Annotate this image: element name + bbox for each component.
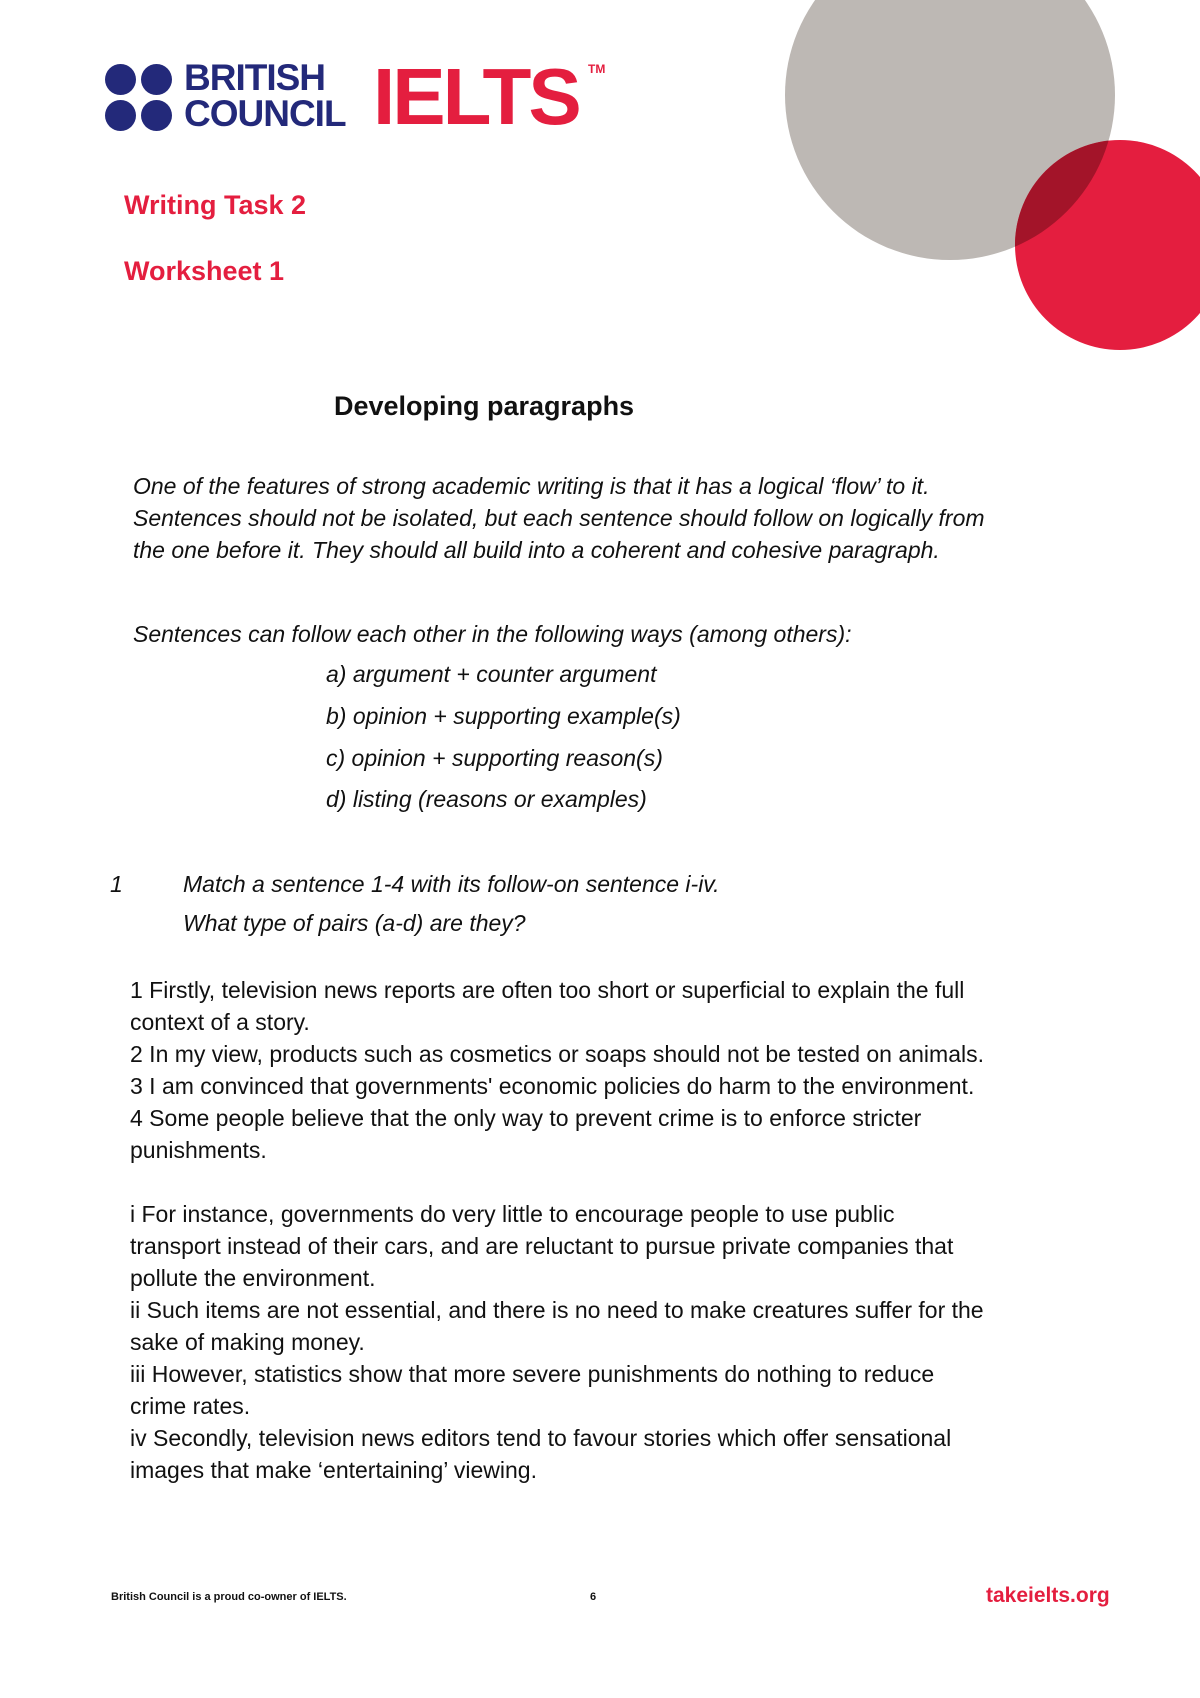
ielts-wordmark: IELTS [373,52,579,141]
page-number: 6 [590,1591,597,1603]
ways-item: b) opinion + supporting example(s) [326,703,681,729]
followon-line: crime rates. [130,1393,251,1419]
followon-list [130,1198,984,1486]
ways-item: d) listing (reasons or examples) [326,786,647,812]
footer-note: British Council is a proud co-owner of IELTS. [111,1591,347,1603]
ways-item: a) argument + counter argument [326,661,657,687]
intro-line: the one before it. They should all build into a coherent and cohesive paragraph. [133,537,940,563]
ways-intro: Sentences can follow each other in the following ways (among others): [133,621,852,647]
followon-line: ii Such items are not essential, and there is no need to make creatures suffer for the [130,1297,984,1323]
ways-item: c) opinion + supporting reason(s) [326,745,663,771]
task-heading: Writing Task 2 [124,190,307,220]
decorative-circle-overlap [785,0,1115,260]
sentence-line: context of a story. [130,1009,310,1035]
followon-line: pollute the environment. [130,1265,376,1291]
followon-line: i For instance, governments do very little to encourage people to use public [130,1201,895,1227]
exercise-number: 1 [110,871,123,897]
followon-line: transport instead of their cars, and are reluctant to pursue private companies that [130,1233,954,1259]
worksheet-heading: Worksheet 1 [124,256,285,286]
sentence-line: 4 Some people believe that the only way to prevent crime is to enforce stricter [130,1105,922,1131]
british-council-wordmark: BRITISH COUNCIL [184,57,346,134]
intro-line: One of the features of strong academic writing is that it has a logical ‘flow’ to it. [133,473,930,499]
sentences-list [130,974,984,1166]
sentence-line: 2 In my view, products such as cosmetics or soaps should not be tested on animals. [130,1041,984,1067]
sentence-line: punishments. [130,1137,267,1163]
page-title: Developing paragraphs [334,391,635,421]
followon-line: images that make ‘entertaining’ viewing. [130,1457,537,1483]
exercise-question: What type of pairs (a-d) are they? [183,910,526,936]
footer-website-link[interactable]: takeielts.org [986,1584,1110,1607]
trademark-symbol: TM [588,62,606,76]
followon-line: iv Secondly, television news editors tend to favour stories which offer sensational [130,1425,952,1451]
exercise-instruction: Match a sentence 1-4 with its follow-on sentence i-iv. [183,871,720,897]
sentence-line: 1 Firstly, television news reports are often too short or superficial to explain the full [130,977,965,1003]
british-council-dots-icon [105,64,175,134]
intro-paragraph [133,470,985,566]
followon-line: sake of making money. [130,1329,365,1355]
sentence-line: 3 I am convinced that governments' economic policies do harm to the environment. [130,1073,975,1099]
followon-line: iii However, statistics show that more severe punishments do nothing to reduce [130,1361,935,1387]
intro-line: Sentences should not be isolated, but each sentence should follow on logically from [133,505,985,531]
